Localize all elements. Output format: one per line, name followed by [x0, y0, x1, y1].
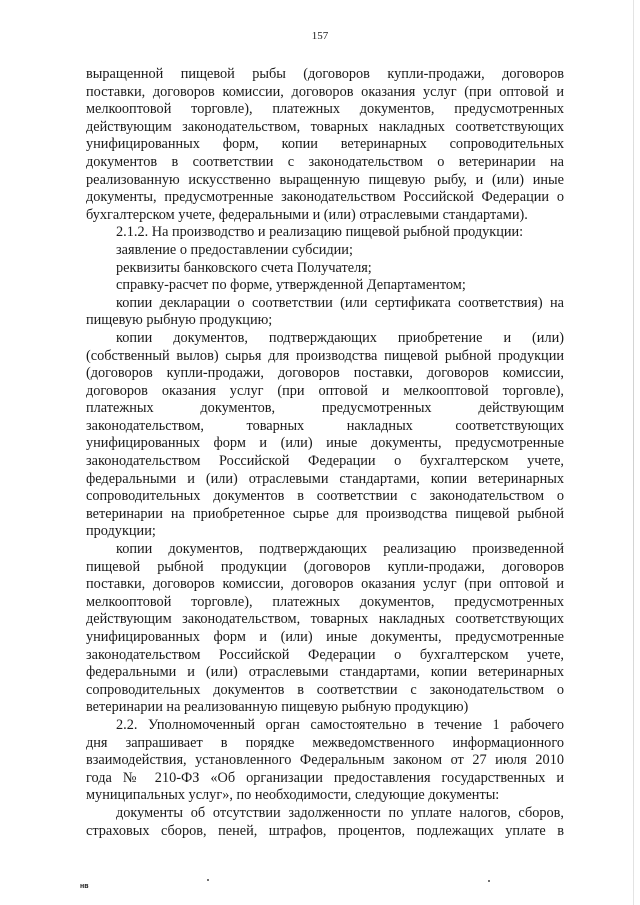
- text-line: унифицированных форм и (или) иные документы, предусмотренные: [86, 435, 564, 452]
- text-line: продукции;: [86, 523, 156, 540]
- text-line: ветеринарии на приобретенное сырье для производства пищевой рыбной: [86, 505, 564, 522]
- scan-edge-line: [633, 0, 634, 905]
- text-line: документов в соответствии с законодательством о ветеринарии на: [86, 153, 564, 170]
- text-line: законодательством Российской Федерации о бухгалтерском учете,: [86, 453, 564, 470]
- text-line: заявление о предоставлении субсидии;: [116, 241, 353, 258]
- scan-speck: [207, 879, 209, 881]
- text-line: мелкооптовой торговле), платежных документов, предусмотренных: [86, 101, 564, 118]
- text-line: ветеринарии на реализованную пищевую рыбную продукцию): [86, 699, 469, 716]
- text-line: действующим законодательством, товарных накладных соответствующих: [86, 611, 564, 628]
- text-line: поставки, договоров комиссии, договоров оказания услуг (при оптовой и: [86, 83, 564, 100]
- text-line: законодательством, товарных накладных соответствующих: [86, 417, 564, 434]
- text-line: копии документов, подтверждающих реализацию произведенной: [116, 541, 564, 558]
- text-line: реализованную искусственно выращенную пищевую рыбу, и (или) иные: [86, 171, 564, 188]
- text-line: страховых сборов, пеней, штрафов, процентов, подлежащих уплате в: [86, 822, 564, 839]
- text-line: (собственный вылов) сырья для производства пищевой рыбной продукции: [86, 347, 564, 364]
- text-line: федеральными и (или) отраслевыми стандартами, копии ветеринарных: [86, 664, 564, 681]
- text-line: пищевой рыбной продукции (договоров купли-продажи, договоров: [86, 558, 564, 575]
- text-line: платежных документов, предусмотренных действующим: [86, 400, 564, 417]
- text-line: унифицированных форм и (или) иные документы, предусмотренные: [86, 629, 564, 645]
- text-line: копии декларации о соответствии (или сертификата соответствия) на: [116, 294, 564, 311]
- text-line: реквизиты банковского счета Получателя;: [116, 259, 372, 276]
- text-line: договоров оказания услуг (при оптовой и мелкооптовой торговле),: [86, 382, 564, 399]
- text-line: законодательством Российской Федерации о бухгалтерском учете,: [86, 646, 564, 663]
- text-line: действующим законодательством, товарных накладных соответствующих: [86, 118, 564, 135]
- text-line: копии документов, подтверждающих приобретение и (или): [116, 329, 564, 346]
- text-line: пищевую рыбную продукцию;: [86, 312, 273, 329]
- text-line: документы, предусмотренные законодательством Российской Федерации о: [86, 189, 564, 206]
- text-line: 2.1.2. На производство и реализацию пищевой рыбной продукции:: [116, 224, 524, 241]
- text-line: справку-расчет по форме, утвержденной Департаментом;: [116, 277, 466, 294]
- text-line: взаимодействия, установленного Федеральным законом от 27 июля 2010: [86, 752, 564, 769]
- text-line: сопроводительных документов в соответствии с законодательством о: [86, 681, 564, 698]
- page-number: 157: [311, 30, 329, 42]
- text-line: (договоров купли-продажи, договоров поставки, договоров комиссии,: [86, 365, 564, 382]
- text-line: 2.2. Уполномоченный орган самостоятельно в течение 1 рабочего: [116, 716, 564, 733]
- text-line: федеральными и (или) отраслевыми стандартами, копии ветеринарных: [86, 470, 564, 487]
- text-line: унифицированных форм, копии ветеринарных сопроводительных: [86, 136, 564, 153]
- text-line: мелкооптовой торговле), платежных документов, предусмотренных: [86, 593, 564, 610]
- document-body: [86, 66, 564, 840]
- text-line: дня запрашивает в порядке межведомственного информационного: [86, 734, 564, 751]
- text-line: бухгалтерском учете, федеральными и (или) отраслевыми стандартами).: [86, 206, 528, 223]
- text-line: сопроводительных документов в соответствии с законодательством о: [86, 488, 564, 505]
- text-line: муниципальных услуг», по необходимости, следующие документы:: [86, 787, 500, 804]
- text-line: документы об отсутствии задолженности по уплате налогов, сборов,: [116, 804, 564, 821]
- scan-speck: [488, 880, 490, 882]
- text-line: выращенной пищевой рыбы (договоров купли-продажи, договоров: [86, 66, 564, 82]
- text-line: поставки, договоров комиссии, договоров оказания услуг (при оптовой и: [86, 576, 564, 593]
- footer-mark: нв: [80, 883, 89, 890]
- text-line: года № 210-ФЗ «Об организации предоставления государственных и: [86, 769, 564, 786]
